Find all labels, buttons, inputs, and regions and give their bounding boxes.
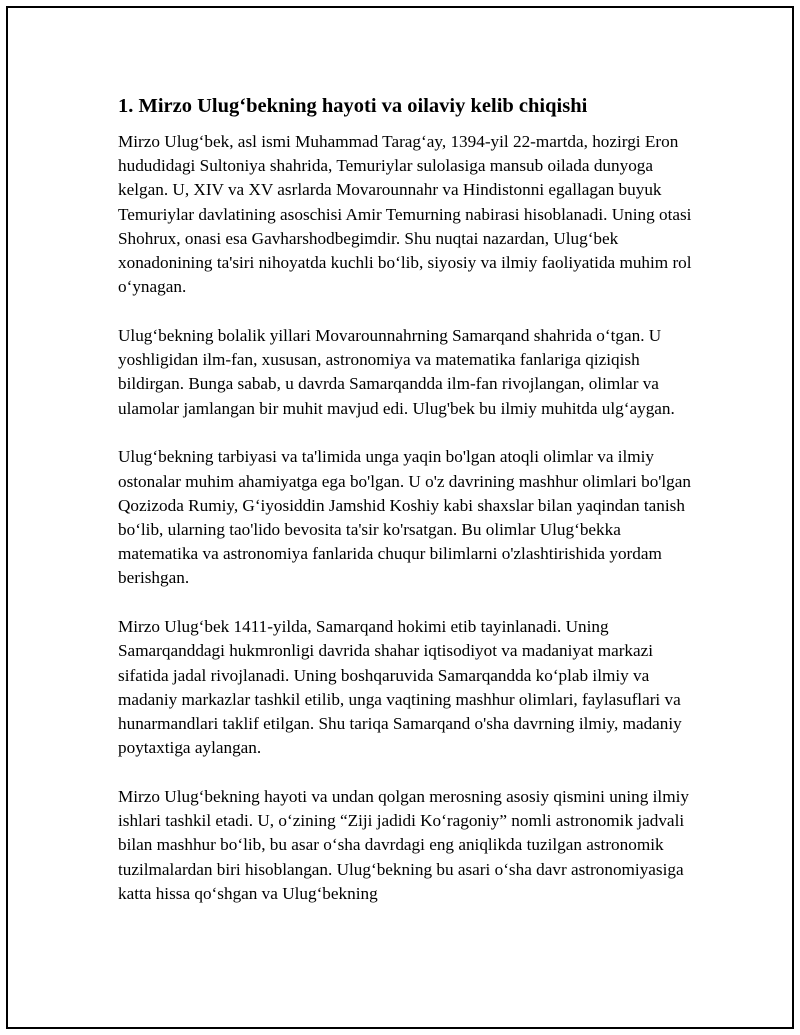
paragraph-birth-and-family: Mirzo Ulug‘bek, asl ismi Muhammad Tarag‘ay, 1394-yil 22-martda, hozirgi Eron hududidagi Sultoniya shahrida, Temuriylar sulolasiga mansub oilada dunyoga kelgan. U, XIV va XV asrlarda Movarounnahr va Hindistonni egallagan buyuk Temuriylar davlatining asoschisi Amir Temurning nabirasi hisoblanadi. Uning otasi Shohrux, onasi esa Gavharshodbegimdir. Shu nuqtai nazardan, Ulug‘bek xonadonining ta'siri nihoyatda kuchli bo‘lib, siyosiy va ilmiy faoliyatida muhim rol o‘ynagan. [118, 132, 692, 297]
paragraph-governance: Mirzo Ulug‘bek 1411-yilda, Samarqand hokimi etib tayinlanadi. Uning Samarqanddagi hukmronligi davrida shahar iqtisodiyot va madaniyat markazi sifatida jadal rivojlanadi. Uning boshqaruvida Samarqandda ko‘plab ilmiy va madaniy markazlar tashkil etilib, unga vaqtining mashhur olimlari, faylasuflari va hunarmandlari taklif etilgan. Shu tariqa Samarqand o'sha davrning ilmiy, madaniy poytaxtiga aylangan. [118, 617, 682, 758]
section-heading: 1. Mirzo Ulug‘bekning hayoti va oilaviy kelib chiqishi [118, 95, 588, 117]
paragraph-education: Ulug‘bekning tarbiyasi va ta'limida unga yaqin bo'lgan atoqli olimlar va ilmiy ostonalar muhim ahamiyatga ega bo'lgan. U o'z davrining mashhur olimlari bo'lgan Qozizoda Rumiy, G‘iyosiddin Jamshid Koshiy kabi shaxslar bilan yaqindan tanish bo‘lib, ularning tao'lido bevosita ta'sir ko'rsatgan. Bu olimlar Ulug‘bekka matematika va astronomiya fanlarida chuqur bilimlarni o'zlashtirishida yordam berishgan. [118, 447, 691, 588]
paragraph-childhood: Ulug‘bekning bolalik yillari Movarounnahrning Samarqand shahrida o‘tgan. U yoshligidan ilm-fan, xususan, astronomiya va matematika fanlariga qiziqish bildirgan. Bunga sabab, u davrda Samarqandda ilm-fan rivojlangan, olimlar va ulamolar jamlangan bir muhit mavjud edi. Ulug'bek bu ilmiy muhitda ulg‘aygan. [118, 326, 675, 418]
document-body [118, 92, 693, 931]
paragraph-scientific-legacy: Mirzo Ulug‘bekning hayoti va undan qolgan merosning asosiy qismini uning ilmiy ishlari tashkil etadi. U, o‘zining “Ziji jadidi Ko‘ragoniy” nomli astronomik jadvali bilan mashhur bo‘lib, bu asar o‘sha davrdagi eng aniqlikda tuzilgan astronomik tuzilmalardan biri hisoblangan. Ulug‘bekning bu asari o‘sha davr astronomiyasiga katta hissa qo‘shgan va Ulug‘bekning [118, 787, 689, 903]
